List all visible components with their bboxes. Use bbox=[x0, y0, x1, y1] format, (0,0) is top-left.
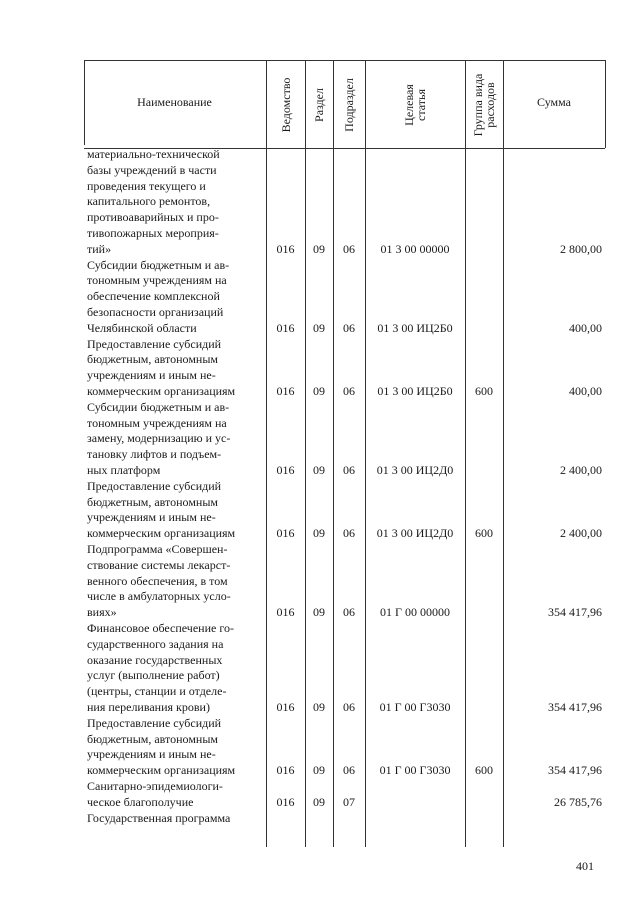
cell-name: Предоставление субсидий бюджетным, автономным учреждениям и иным не- коммерческим организациям bbox=[87, 478, 236, 541]
cell-celevaya: 01 3 00 ИЦ2Д0 bbox=[376, 526, 454, 541]
header-name: Наименование bbox=[137, 95, 212, 109]
cell-name: Санитарно-эпидемиологи- ческое благополучие bbox=[87, 779, 223, 809]
cell-summa: 400,00 bbox=[569, 320, 602, 335]
cell-summa: 354 417,96 bbox=[548, 605, 602, 620]
cell-podrazdel: 06 bbox=[343, 241, 355, 256]
cell-summa: 354 417,96 bbox=[548, 700, 602, 714]
cell-vedomstvo: 016 bbox=[276, 526, 295, 541]
table-top-border bbox=[84, 60, 605, 61]
cell-name: Субсидии бюджетным и ав- тономным учреждениям на обеспечение комплексной безопасности организаций Челябинской области bbox=[87, 257, 230, 335]
col-border-7 bbox=[605, 60, 606, 148]
header-celevaya-line2: статья bbox=[414, 89, 428, 121]
header-gruppa-line1: Группа вида bbox=[471, 73, 485, 137]
cell-celevaya: 01 3 00 ИЦ2Б0 bbox=[377, 384, 453, 398]
cell-podrazdel: 06 bbox=[343, 700, 355, 714]
cell-gruppa: 600 bbox=[475, 384, 493, 398]
cell-podrazdel: 06 bbox=[343, 605, 355, 620]
col-border-3 bbox=[333, 60, 334, 847]
cell-name: Государственная программа bbox=[87, 810, 231, 825]
cell-vedomstvo: 016 bbox=[276, 320, 295, 335]
cell-summa: 2 400,00 bbox=[560, 463, 602, 477]
cell-vedomstvo: 016 bbox=[276, 794, 295, 809]
cell-podrazdel: 07 bbox=[343, 794, 355, 809]
cell-celevaya: 01 Г 00 Г3030 bbox=[379, 763, 451, 778]
header-gruppa bbox=[472, 74, 496, 137]
cell-razdel: 09 bbox=[313, 526, 325, 541]
cell-name: Финансовое обеспечение го- сударственного задания на оказание государственных услуг (выполнение работ) (центры, станции и отделе- ния переливания крови) bbox=[87, 621, 234, 714]
cell-summa: 2 800,00 bbox=[560, 241, 602, 256]
header-razdel: Раздел bbox=[312, 88, 326, 122]
cell-summa: 2 400,00 bbox=[560, 526, 602, 541]
cell-name: Субсидии бюджетным и ав- тономным учреждениям на замену, модернизацию и ус- тановку лифтов и подъем- ных платформ bbox=[87, 399, 231, 477]
col-border-5 bbox=[465, 60, 466, 847]
col-border-6 bbox=[503, 60, 504, 847]
cell-razdel: 09 bbox=[313, 463, 325, 477]
header-celevaya-line1: Целевая bbox=[402, 84, 416, 126]
cell-name: Предоставление субсидий бюджетным, автономным учреждениям и иным не- коммерческим организациям bbox=[87, 715, 236, 778]
header-celevaya bbox=[403, 84, 427, 126]
cell-vedomstvo: 016 bbox=[276, 605, 295, 620]
cell-vedomstvo: 016 bbox=[276, 384, 295, 398]
cell-gruppa: 600 bbox=[475, 763, 493, 778]
col-border-4 bbox=[365, 60, 366, 847]
cell-razdel: 09 bbox=[313, 320, 325, 335]
cell-celevaya: 01 3 00 ИЦ2Д0 bbox=[376, 463, 454, 477]
col-border-2 bbox=[305, 60, 306, 847]
cell-razdel: 09 bbox=[313, 700, 325, 714]
header-vedomstvo: Ведомство bbox=[278, 77, 293, 133]
cell-celevaya: 01 3 00 ИЦ2Б0 bbox=[377, 320, 453, 335]
cell-summa: 26 785,76 bbox=[554, 794, 602, 809]
cell-podrazdel: 06 bbox=[343, 320, 355, 335]
cell-podrazdel: 06 bbox=[343, 526, 355, 541]
cell-podrazdel: 06 bbox=[343, 384, 355, 398]
cell-celevaya: 01 Г 00 Г3030 bbox=[379, 700, 451, 714]
cell-razdel: 09 bbox=[313, 241, 325, 256]
header-podrazdel: Подраздел bbox=[342, 78, 356, 132]
cell-summa: 354 417,96 bbox=[548, 763, 602, 778]
header-razdel-cell bbox=[305, 62, 333, 148]
cell-name: Подпрограмма «Совершен- ствование системы лекарст- венного обеспечения, в том числе в амбулаторных усло- виях» bbox=[87, 542, 231, 620]
cell-razdel: 09 bbox=[313, 794, 325, 809]
header-gruppa-cell bbox=[465, 62, 503, 148]
cell-vedomstvo: 016 bbox=[276, 241, 295, 256]
cell-razdel: 09 bbox=[313, 384, 325, 398]
cell-name: материально-технической базы учреждений в части проведения текущего и капитального ремонтов, противоаварийных и про- тивопожарных мероприя- тий» bbox=[87, 147, 220, 256]
cell-vedomstvo: 016 bbox=[276, 463, 295, 477]
col-border-1 bbox=[266, 60, 267, 847]
cell-vedomstvo: 016 bbox=[276, 763, 295, 778]
cell-celevaya: 01 3 00 00000 bbox=[380, 241, 450, 256]
header-vedomstvo-cell bbox=[266, 62, 305, 148]
cell-podrazdel: 06 bbox=[343, 463, 355, 477]
cell-razdel: 09 bbox=[313, 605, 325, 620]
cell-razdel: 09 bbox=[313, 763, 325, 778]
cell-summa: 400,00 bbox=[569, 384, 602, 398]
cell-gruppa: 600 bbox=[475, 526, 493, 541]
cell-vedomstvo: 016 bbox=[276, 700, 295, 714]
page-number: 401 bbox=[576, 859, 594, 873]
header-podrazdel-cell bbox=[333, 62, 365, 148]
header-summa: Сумма bbox=[537, 95, 571, 109]
header-celevaya-cell bbox=[365, 62, 465, 148]
header-gruppa-line2: расходов bbox=[483, 82, 497, 128]
cell-name: Предоставление субсидий бюджетным, автономным учреждениям и иным не- коммерческим организациям bbox=[87, 336, 236, 398]
cell-celevaya: 01 Г 00 00000 bbox=[380, 605, 450, 620]
cell-podrazdel: 06 bbox=[343, 763, 355, 778]
